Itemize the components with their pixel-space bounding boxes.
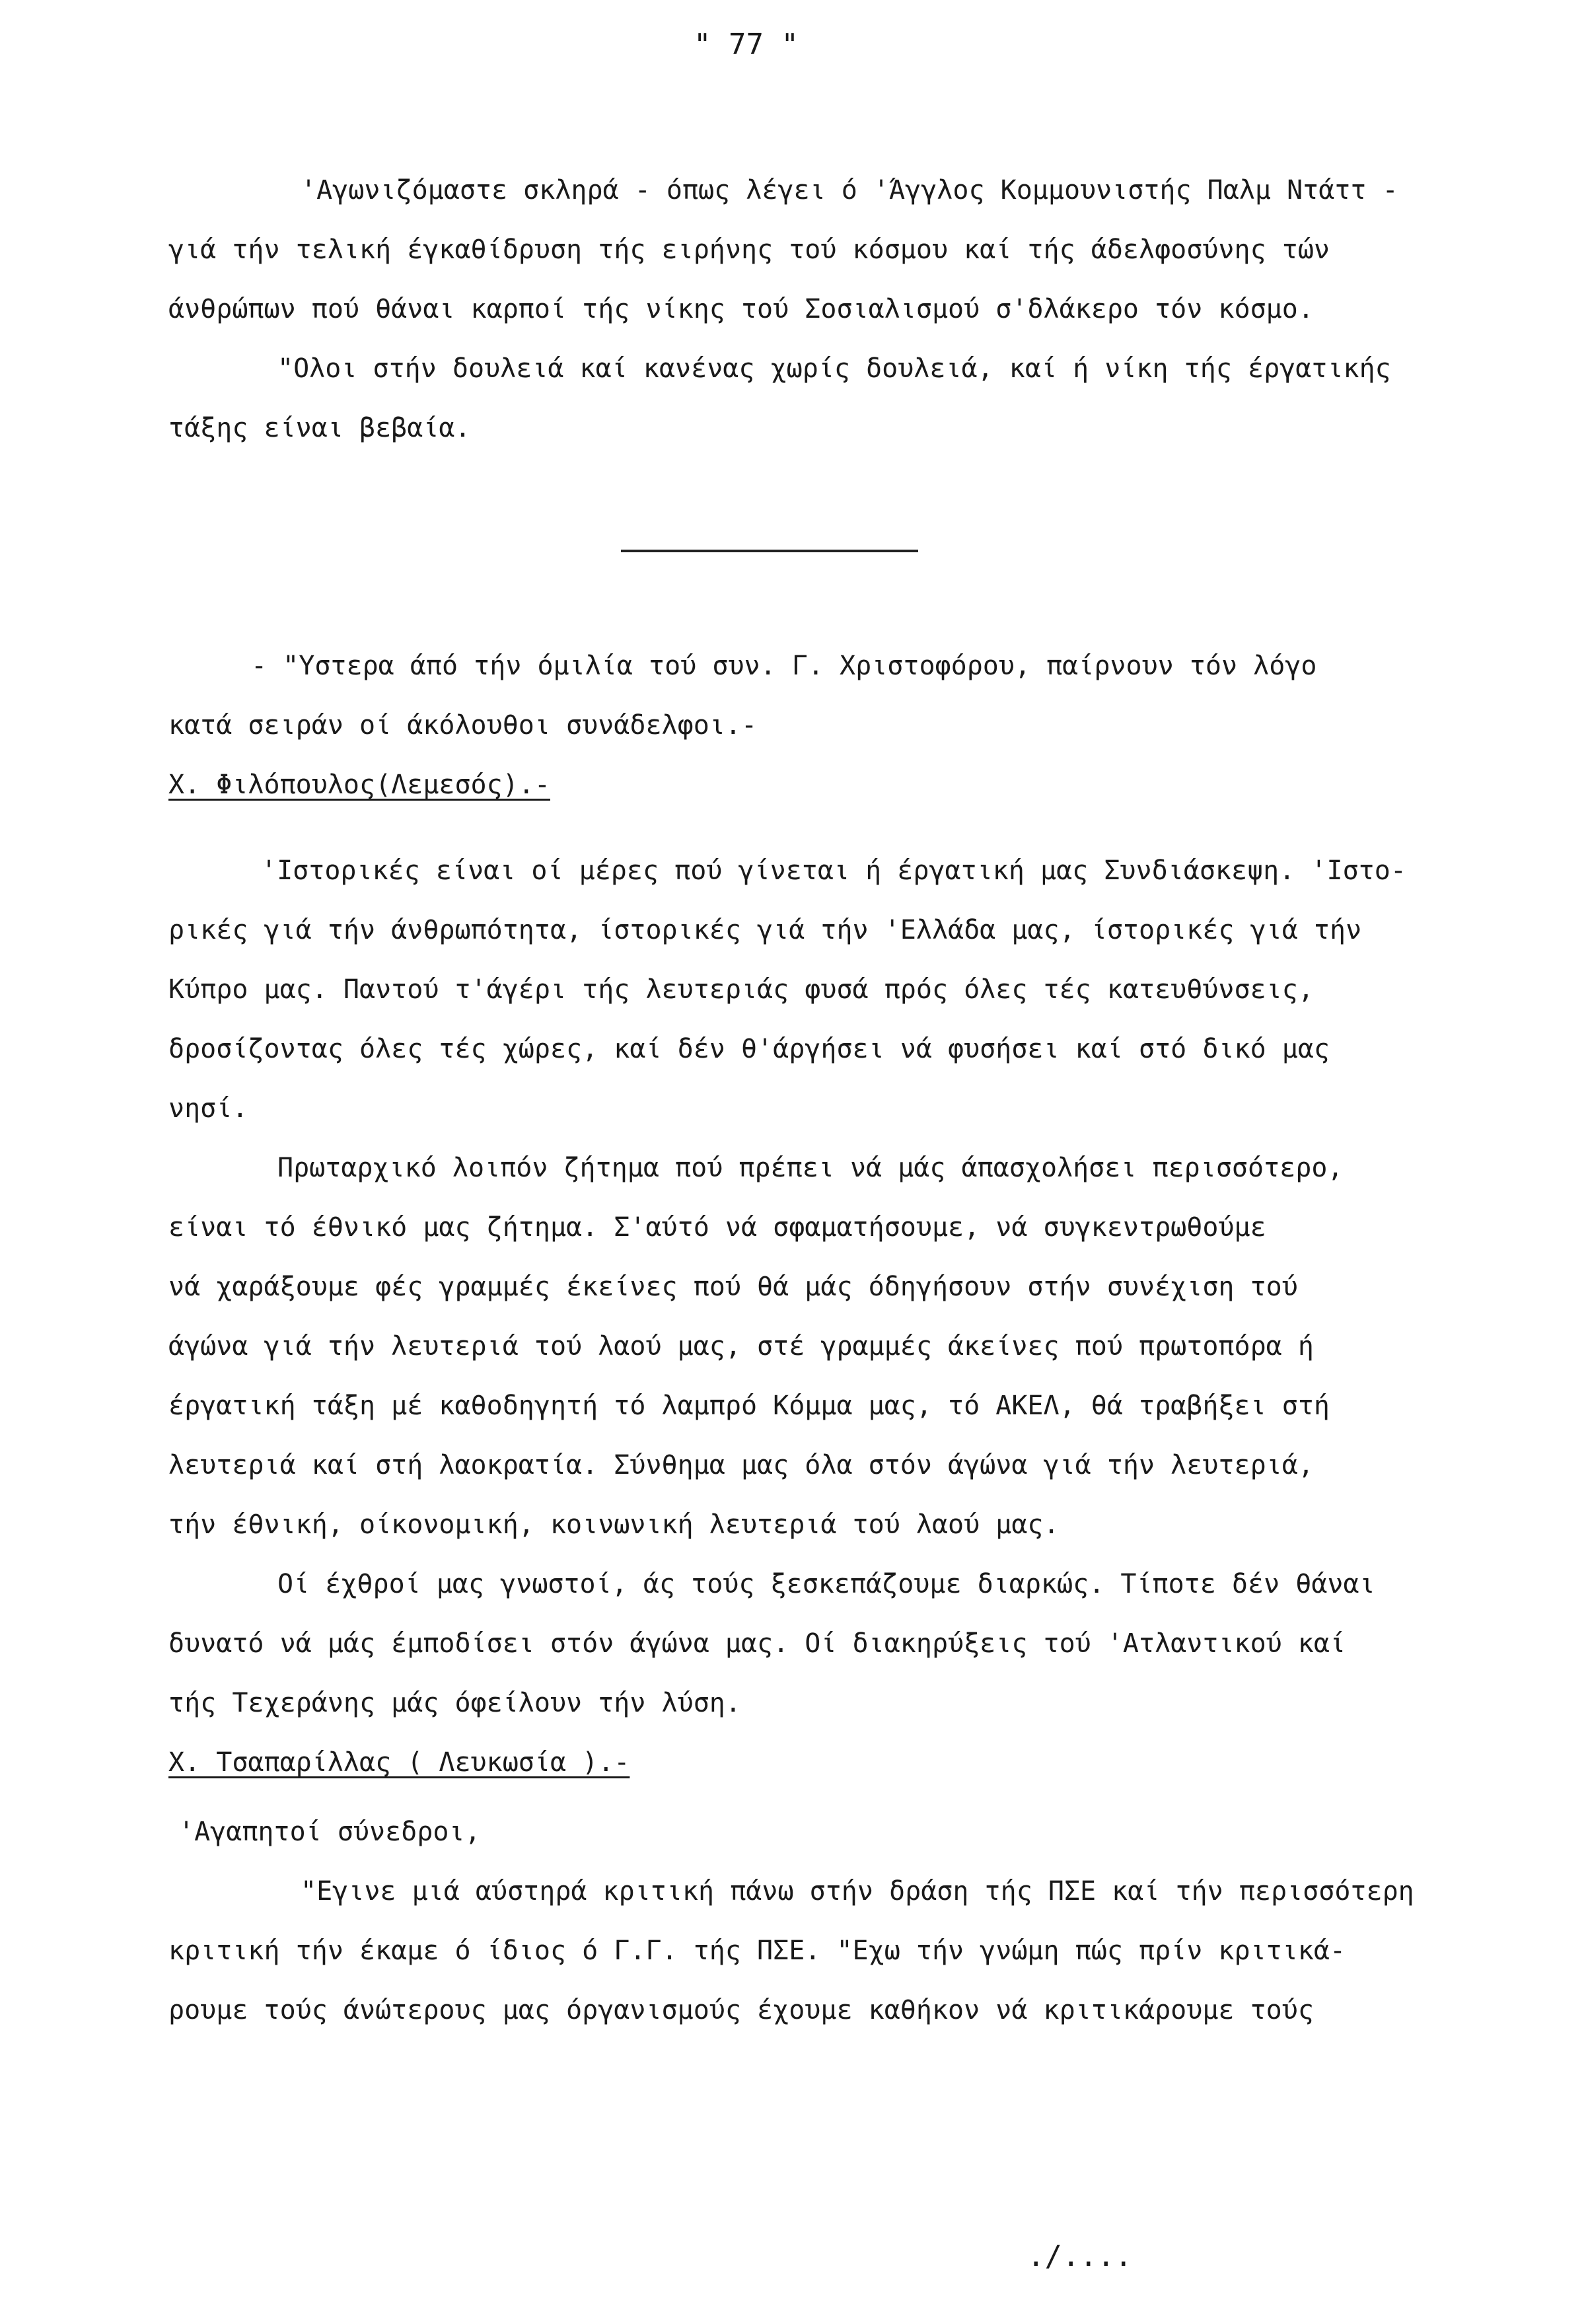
text-line: νησί. [168, 1093, 248, 1124]
text-line: άγώνα γιά τήν λευτεριά τού λαού μας, στέ γραμμές άκείνες πού πρωτοπόρα ή [168, 1331, 1314, 1362]
text-line: γιά τήν τελική έγκαθίδρυση τής ειρήνης τού κόσμου καί τής άδελφοσύνης τών [168, 235, 1330, 265]
text-line: - "Υστερα άπό τήν όμιλία τού συν. Γ. Χριστοφόρου, παίρνουν τόν λόγο [251, 651, 1317, 681]
text-line: ρικές γιά τήν άνθρωπότητα, ίστορικές γιά τήν 'Ελλάδα μας, ίστορικές γιά τήν [168, 915, 1362, 945]
speaker-heading: Χ. Φιλόπουλος(Λεμεσός).- [168, 770, 550, 800]
text-line: τάξης είναι βεβαία. [168, 413, 471, 443]
text-line: Πρωταρχικό λοιπόν ζήτημα πού πρέπει νά μάς άπασχολήσει περισσότερο, [277, 1153, 1344, 1183]
text-line: κατά σειράν οί άκόλουθοι συνάδελφοι.- [168, 710, 758, 741]
text-line: 'Ιστορικές είναι οί μέρες πού γίνεται ή έργατική μας Συνδιάσκεψη. 'Ιστο- [261, 855, 1406, 886]
text-line: "Ολοι στήν δουλειά καί κανένας χωρίς δουλειά, καί ή νίκη τής έργατικής [277, 353, 1391, 384]
text-line: είναι τό έθνικό μας ζήτημα. Σ'αύτό νά σφαματήσουμε, νά συγκεντρωθούμε [168, 1212, 1266, 1243]
text-line: 'Αγαπητοί σύνεδροι, [178, 1817, 481, 1847]
text-line: "Εγινε μιά αύστηρά κριτική πάνω στήν δράση τής ΠΣΕ καί τήν περισσότερη [301, 1876, 1414, 1906]
text-line: τής Τεχεράνης μάς όφείλουν τήν λύση. [168, 1688, 741, 1718]
text-line: έργατική τάξη μέ καθοδηγητή τό λαμπρό Κόμμα μας, τό ΑΚΕΛ, θά τραβήξει στή [168, 1391, 1330, 1421]
text-line: ρουμε τούς άνώτερους μας όργανισμούς έχουμε καθήκον νά κριτικάρουμε τούς [168, 1995, 1314, 2025]
text-line: λευτεριά καί στή λαοκρατία. Σύνθημα μας όλα στόν άγώνα γιά τήν λευτεριά, [168, 1450, 1314, 1480]
text-line: τήν έθνική, οίκονομική, κοινωνική λευτεριά τού λαού μας. [168, 1509, 1060, 1540]
continuation-mark: ./.... [1027, 2239, 1132, 2273]
text-line: 'Αγωνιζόμαστε σκληρά - όπως λέγει ό 'Άγγλος Κομμουνιστής Παλμ Ντάττ - [301, 175, 1398, 205]
page-number: " 77 " [694, 28, 799, 61]
text-line: Κύπρο μας. Παντού τ'άγέρι τής λευτεριάς φυσά πρός όλες τές κατευθύνσεις, [168, 974, 1314, 1005]
text-line: άνθρώπων πού θάναι καρποί τής νίκης τού Σοσιαλισμού σ'δλάκερο τόν κόσμο. [168, 294, 1314, 324]
text-line: δυνατό νά μάς έμποδίσει στόν άγώνα μας. Οί διακηρύξεις τού 'Ατλαντικού καί [168, 1628, 1346, 1659]
speaker-heading: Χ. Τσαπαρίλλας ( Λευκωσία ).- [168, 1747, 630, 1778]
text-line: Οί έχθροί μας γνωστοί, άς τούς ξεσκεπάζουμε διαρκώς. Τίποτε δέν θάναι [277, 1569, 1375, 1599]
section-divider [621, 550, 918, 552]
text-line: δροσίζοντας όλες τές χώρες, καί δέν θ'άργήσει νά φυσήσει καί στό δικό μας [168, 1034, 1330, 1064]
text-line: νά χαράξουμε φές γραμμές έκείνες πού θά μάς όδηγήσουν στήν συνέχιση τού [168, 1272, 1298, 1302]
text-line: κριτική τήν έκαμε ό ίδιος ό Γ.Γ. τής ΠΣΕ. "Εχω τήν γνώμη πώς πρίν κριτικά- [168, 1936, 1346, 1966]
